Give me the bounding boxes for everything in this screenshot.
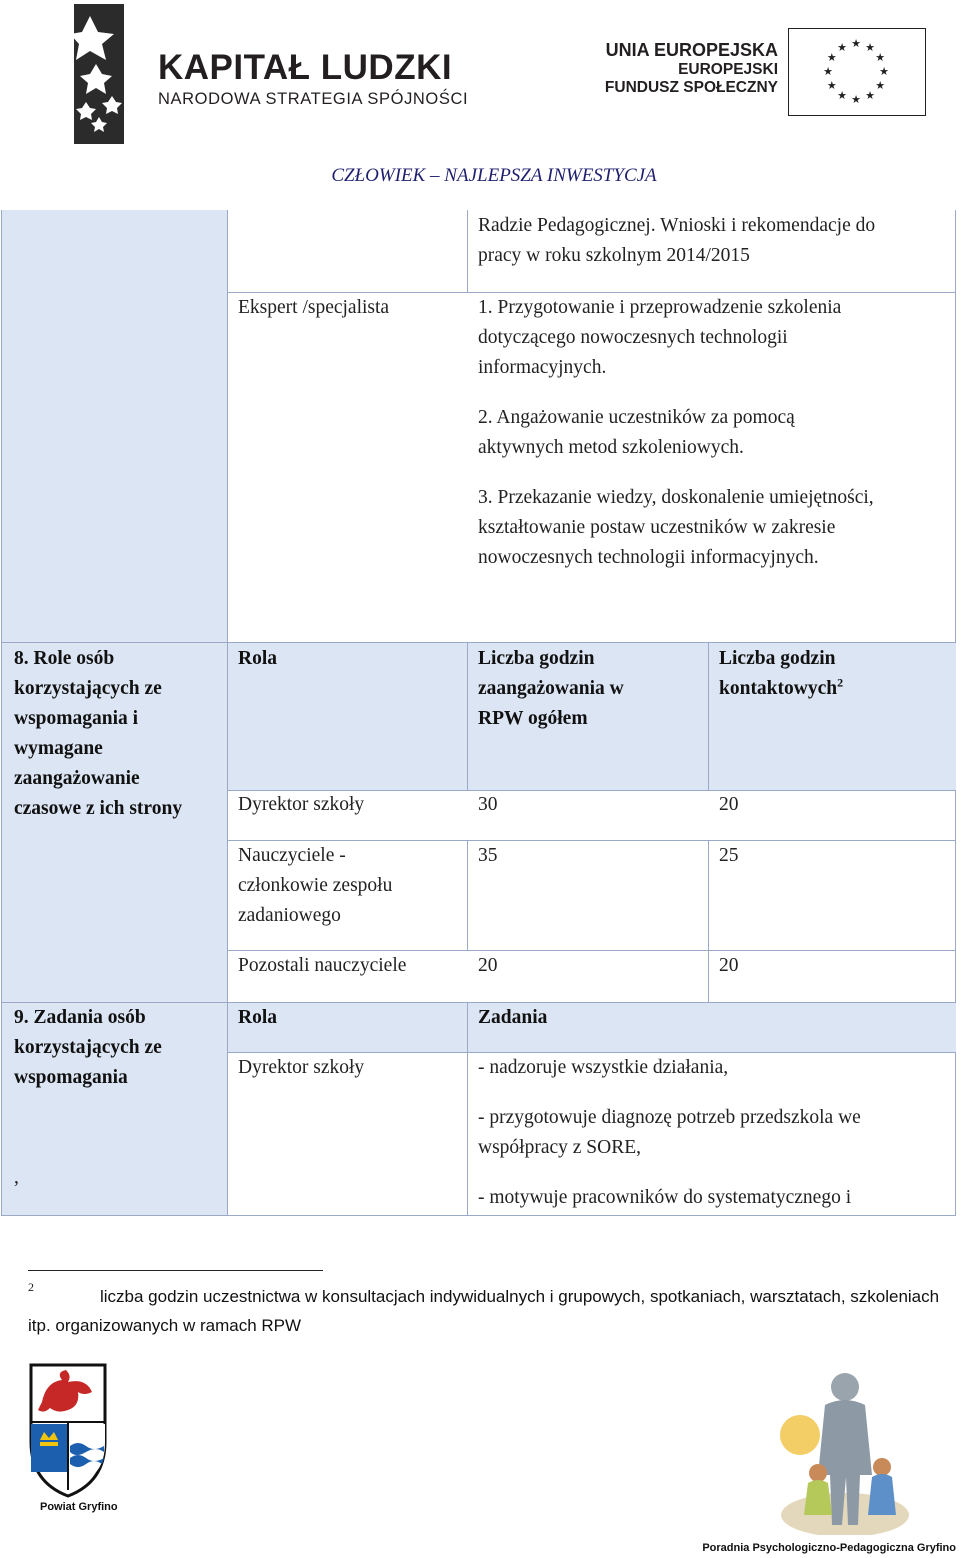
- logo-left-title: KAPITAŁ LUDZKI: [158, 48, 453, 87]
- eu-star-icon: ★: [851, 94, 861, 106]
- eu-star-icon: ★: [851, 38, 861, 50]
- footnote-text: liczba godzin uczestnictwa w konsultacjach indywidualnych i grupowych, spotkaniach, warsztatach, szkoleniach itp. organizowanych w ramach RPW: [28, 1287, 940, 1335]
- contact-label: kontaktowych: [719, 678, 838, 699]
- document-table: Radzie Pedagogicznej. Wnioski i rekomendacje do pracy w roku szkolnym 2014/2015 Ekspert /specjalista 1. Przygotowanie i przeprowadzenie szkolenia dotyczącego nowoczesnych technologii informacyjnych. 2. Angażowanie uczestników za pomocą aktywnych metod szkoleniowych. 3. Przekazanie wiedzy, doskonalenie umiejętności, kształtowanie postaw uczestników w zakresie nowoczesnych technologii informacyjnych. 8. Role osób korzystających ze wspomagania i wymagane zaangażowanie czasowe z ich strony Rola Liczba godzin zaangażowania w RPW ogółem Liczba godzin kontaktowych$^2$ Dyrektor szkoły 30 20 Nauczyciele - członkowie zespołu zadaniowego 35 25 Pozostali nauczyciele 20 20 9. Zadania osób korzystających ze wspomagania , Rola Zadania Dyrektor szkoły - nadzoruje wszystkie działania, - przygotowuje diagnozę potrzeb przedszkola we współpracy z SORE, - motywuje pracowników do systematycznego i: [1, 210, 956, 1216]
- eu-logo-line2: EUROPEJSKI: [678, 60, 778, 78]
- eu-star-icon: ★: [865, 90, 875, 103]
- crest-caption: Powiat Gryfino: [40, 1501, 118, 1513]
- motto: CZŁOWIEK – NAJLEPSZA INWESTYCJA: [331, 165, 657, 186]
- eu-star-icon: ★: [837, 90, 847, 103]
- eu-star-icon: ★: [826, 80, 837, 92]
- powiat-gryfino-crest-icon: [28, 1362, 108, 1500]
- eu-star-icon: ★: [823, 66, 833, 78]
- eu-star-icon: ★: [875, 52, 886, 64]
- eu-star-icon: ★: [875, 80, 886, 92]
- eu-logo-line1: UNIA EUROPEJSKA: [605, 40, 778, 60]
- continued-text-line1: Radzie Pedagogicznej. Wnioski i rekomendacje do: [478, 215, 876, 236]
- eu-logo-text: [605, 40, 778, 96]
- eu-logo-line3: FUNDUSZ SPOŁECZNY: [604, 78, 778, 96]
- section9-role: Dyrektor szkoły: [238, 1057, 365, 1078]
- stray-comma: ,: [14, 1167, 19, 1188]
- continued-text-line2: pracy w roku szkolnym 2014/2015: [478, 245, 750, 266]
- footnote-ref: 2: [837, 675, 844, 690]
- eu-flag-icon: [788, 28, 926, 116]
- eu-star-icon: ★: [837, 41, 847, 54]
- family-drawing-icon: [780, 1365, 910, 1535]
- footnote-number: 2: [28, 1280, 34, 1294]
- expert-role: Ekspert /specjalista: [238, 297, 390, 318]
- section9-col-role: Rola: [238, 1007, 277, 1028]
- section9-header-shade: [227, 1002, 956, 1052]
- eu-star-icon: ★: [879, 66, 889, 78]
- kapital-ludzki-emblem-icon: [70, 4, 156, 144]
- eu-star-icon: ★: [865, 41, 875, 54]
- eu-star-icon: ★: [826, 52, 837, 64]
- logo-left-subtitle: NARODOWA STRATEGIA SPÓJNOŚCI: [158, 90, 469, 108]
- footer-institution: Poradnia Psychologiczno-Pedagogiczna Gryfino: [702, 1542, 956, 1554]
- section8-col-role: Rola: [238, 648, 277, 669]
- section9-col-tasks: Zadania: [478, 1007, 548, 1028]
- footnote-separator: [28, 1270, 323, 1271]
